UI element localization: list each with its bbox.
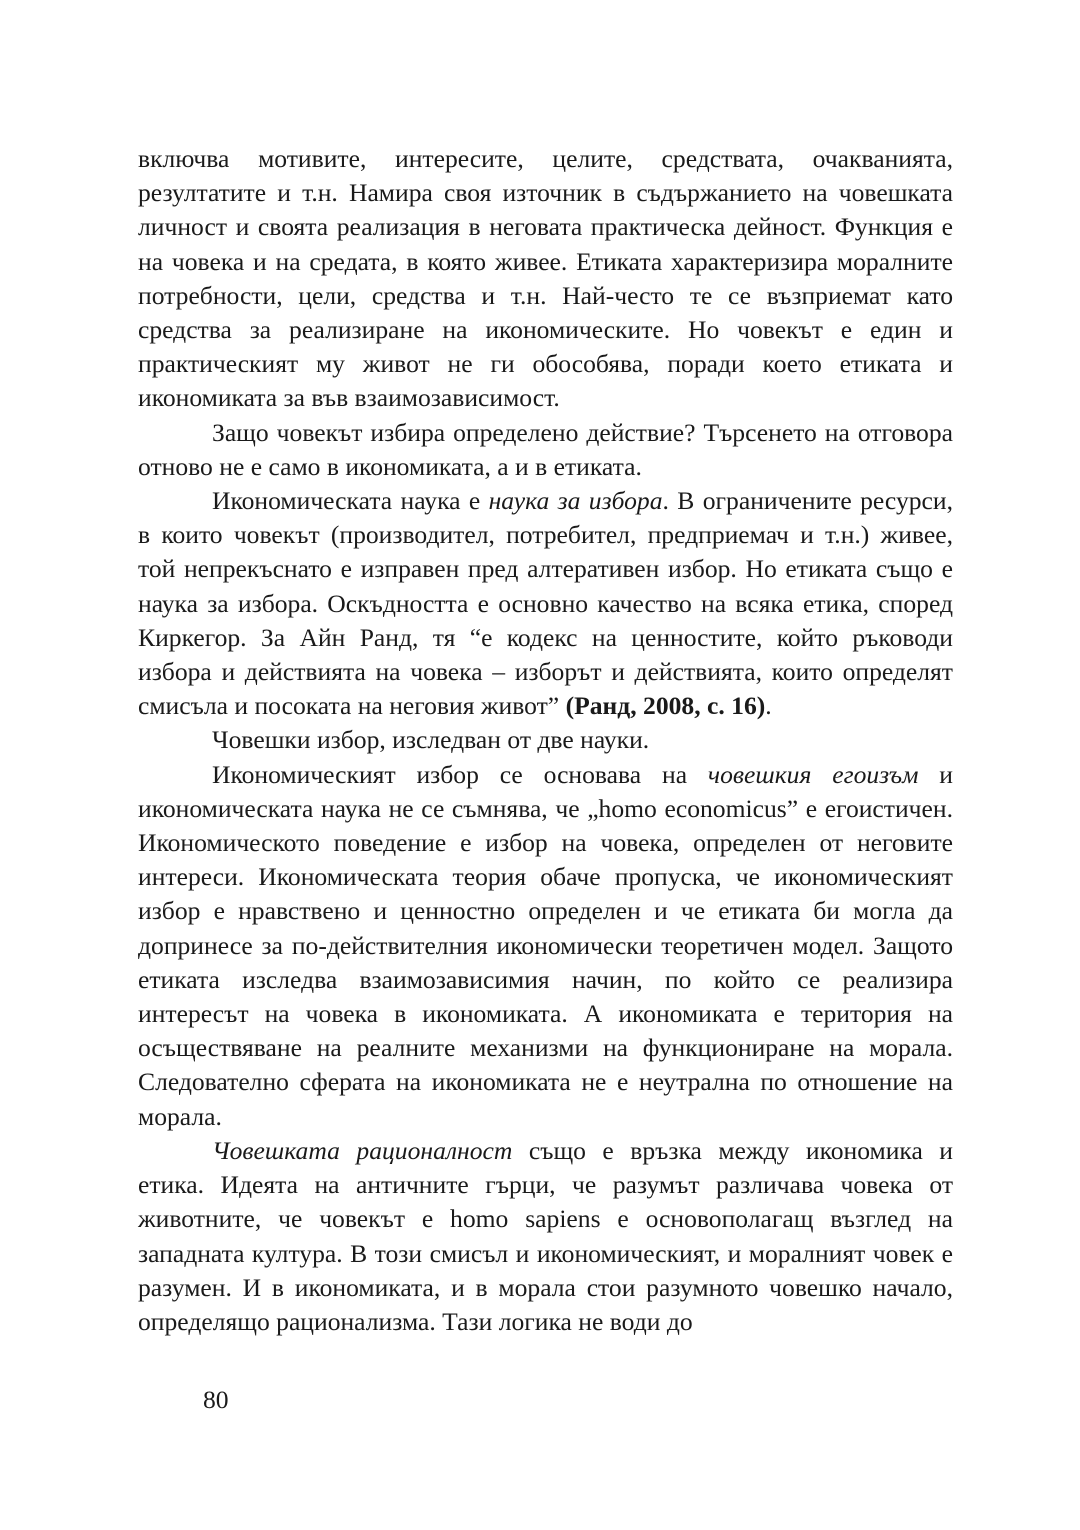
paragraph-5-text-a: Икономическият избор се основава на [212, 759, 708, 789]
paragraph-6-text: също е връзка между икономика и етика. Идеята на античните гърци, че разумът различава човека от животните, че човекът е homo sapiens е основополагащ възглед на западната култура. В този смисъл и икономическият, и моралният човек е разумен. И в икономиката, и в морала стои разумното човешко начало, определящо рационализма. Тази логика не води до [138, 1135, 953, 1336]
paragraph-3-end: . [765, 691, 772, 721]
emphasis-human-rationality: Човешката рационалност [212, 1135, 513, 1165]
paragraph-2: Защо човекът избира определено действие? Търсенето на отговора отново не е само в икономиката, а и в етиката. [138, 417, 953, 481]
paragraph-1: включва мотивите, интересите, целите, средствата, очакванията, резултатите и т.н. Намира своя източник в съдържанието на човешката личност и своята реализация в неговата практическа дейност. Функция е на човека и на средата, в която живее. Етиката характеризира моралните потребности, цели, средства и т.н. Най-често те се възприемат като средства за реализиране на икономическите. Но човекът е един и практическият му живот не ги обособява, поради което етиката и икономиката за във взаимозависимост. [138, 144, 953, 413]
paragraph-5 [138, 758, 953, 1134]
paragraph-4: Човешки избор, изследван от две науки. [212, 725, 650, 755]
paragraph-3 [138, 484, 953, 723]
paragraph-5-text-b: и икономическата наука не се съмнява, че „homo economicus” е егоистичен. Икономическото поведение е избор на човека, определен от неговите интереси. Икономическата теория обаче пропуска, че икономическият избор е нравствено и ценностно определен и че етиката би могла да допринесе за по-действителния икономически теоретичен модел. Защото етиката изследва взаимозависимия начин, по който се реализира интересът на човека в икономиката. А икономиката е територия на осъществяване на реалните механизми на функциониране на морала. Следователно сферата на икономиката не е неутрална по отношение на морала. [138, 759, 953, 1131]
emphasis-science-of-choice: наука за избора [488, 486, 663, 516]
paragraph-3-text-b: . В ограничените ресурси, в които човекът (производител, потребител, предприемач и т.н.) живее, той непрекъснато е изправен пред алтеративен избор. Но етиката също е наука за избора. Оскъдността е основно качество на всяка етика, според Киркегор. За Айн Ранд, тя “е кодекс на ценностите, който ръководи избора и действията на човека – изборът и действията, които определят смисъла и посоката на неговия живот” [138, 486, 954, 721]
paragraph-3-text-a: Икономическата наука е [212, 486, 489, 516]
paragraph-6 [138, 1134, 953, 1339]
citation-rand: (Ранд, 2008, с. 16) [565, 691, 766, 721]
page-body [138, 142, 953, 1339]
page-number: 80 [203, 1385, 229, 1414]
emphasis-human-egoism: човешкия егоизъм [707, 759, 919, 789]
